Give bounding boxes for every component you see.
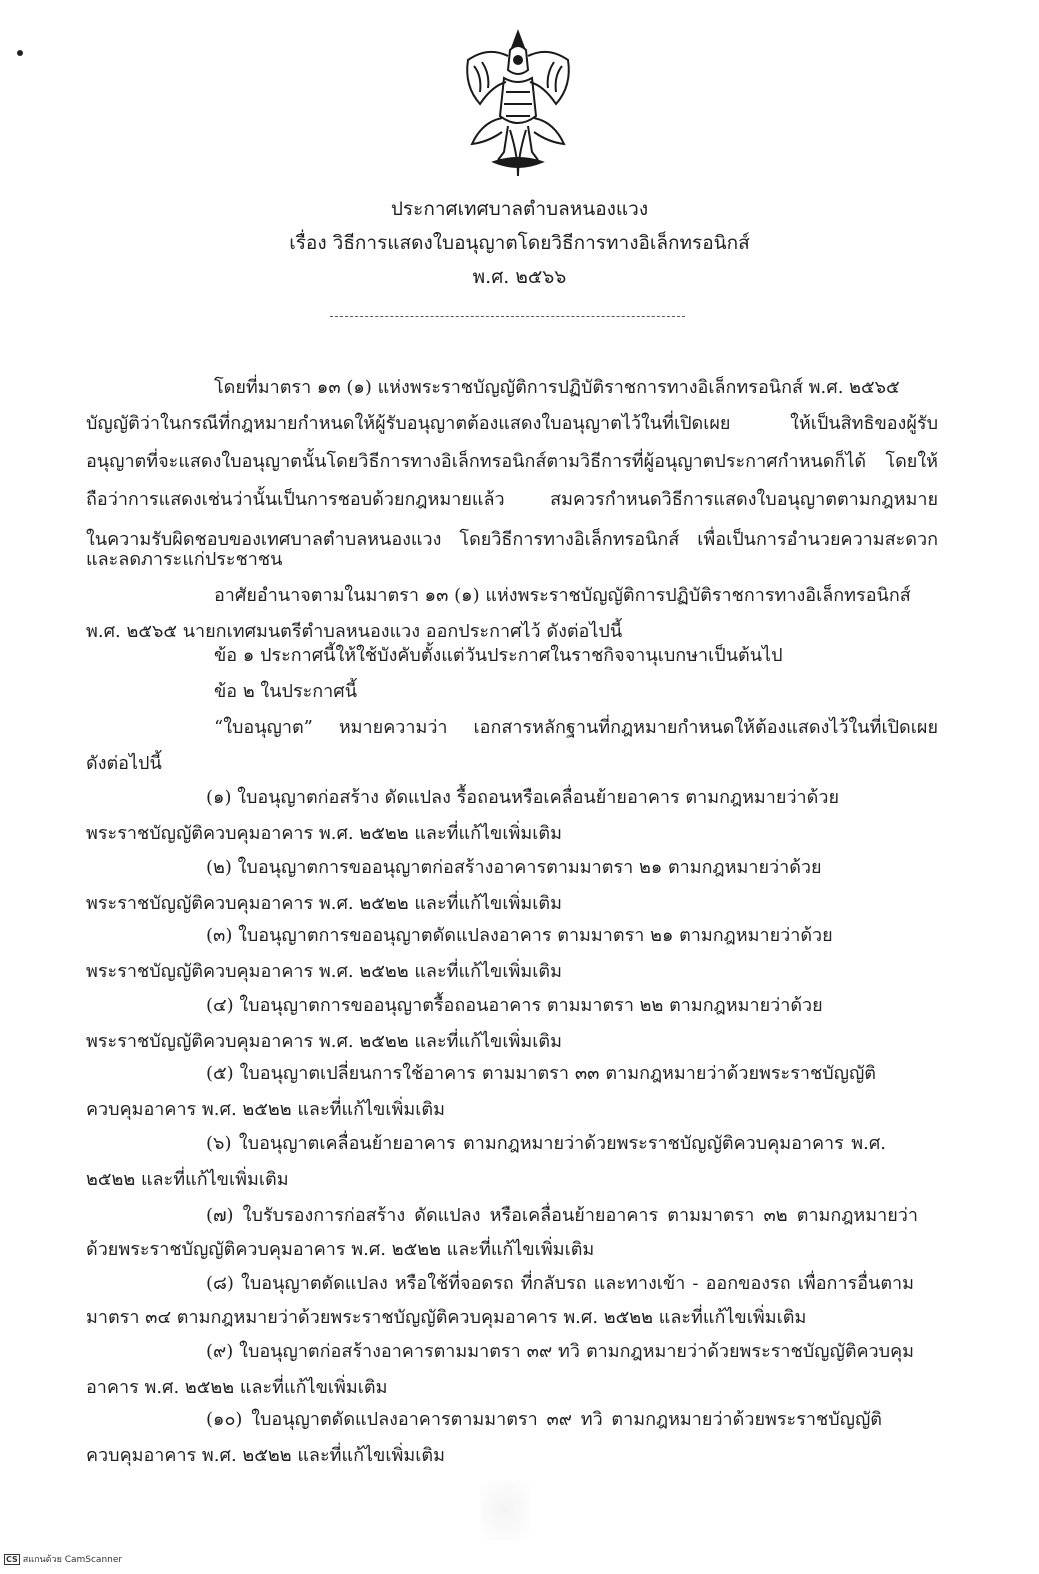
list-item-first-line: (๖) ใบอนุญาตเคลื่อนย้ายอาคาร ตามกฎหมายว่าด้วยพระราชบัญญัติควบคุมอาคาร พ.ศ. xyxy=(206,1133,886,1154)
paragraph-line: อนุญาตที่จะแสดงใบอนุญาตนั้นโดยวิธีการทางอิเล็กทรอนิกส์ตามวิธีการที่ผู้อนุญาตประกาศกำหนดก็ได้ โดยให้ xyxy=(86,451,938,472)
paragraph-line: ถือว่าการแสดงเช่นว่านั้นเป็นการชอบด้วยกฎหมายแล้ว สมควรกำหนดวิธีการแสดงใบอนุญาตตามกฎหมาย xyxy=(86,489,938,510)
paragraph-line: พ.ศ. ๒๕๖๕ นายกเทศมนตรีตำบลหนองแวง ออกประกาศไว้ ดังต่อไปนี้ xyxy=(86,621,623,642)
list-item-first-line: (๕) ใบอนุญาตเปลี่ยนการใช้อาคาร ตามมาตรา ๓๓ ตามกฎหมายว่าด้วยพระราชบัญญัติ xyxy=(206,1063,876,1084)
list-item-second-line: พระราชบัญญัติควบคุมอาคาร พ.ศ. ๒๕๒๒ และที่แก้ไขเพิ่มเติม xyxy=(86,893,562,914)
camscanner-watermark xyxy=(4,1552,122,1566)
clause-2: ข้อ ๒ ในประกาศนี้ xyxy=(214,681,358,702)
announcement-subject: เรื่อง วิธีการแสดงใบอนุญาตโดยวิธีการทางอิเล็กทรอนิกส์ xyxy=(289,232,750,254)
list-item-second-line: พระราชบัญญัติควบคุมอาคาร พ.ศ. ๒๕๒๒ และที่แก้ไขเพิ่มเติม xyxy=(86,1031,562,1052)
list-item-second-line: ด้วยพระราชบัญญัติควบคุมอาคาร พ.ศ. ๒๕๒๒ และที่แก้ไขเพิ่มเติม xyxy=(86,1239,595,1260)
list-item-second-line: อาคาร พ.ศ. ๒๕๒๒ และที่แก้ไขเพิ่มเติม xyxy=(86,1377,388,1398)
list-item-first-line: (๒) ใบอนุญาตการขออนุญาตก่อสร้างอาคารตามมาตรา ๒๑ ตามกฎหมายว่าด้วย xyxy=(206,857,822,878)
paragraph-line: โดยที่มาตรา ๑๓ (๑) แห่งพระราชบัญญัติการปฏิบัติราชการทางอิเล็กทรอนิกส์ พ.ศ. ๒๕๖๕ xyxy=(214,377,900,398)
paragraph-line: บัญญัติว่าในกรณีที่กฎหมายกำหนดให้ผู้รับอนุญาตต้องแสดงใบอนุญาตไว้ในที่เปิดเผย ให้เป็นสิทธิของผู้รับ xyxy=(86,413,938,434)
list-item-second-line: ๒๕๒๒ และที่แก้ไขเพิ่มเติม xyxy=(86,1169,289,1190)
camscanner-logo-icon: CS xyxy=(6,1555,18,1564)
paragraph-line: และลดภาระแก่ประชาชน xyxy=(86,549,283,570)
list-item-second-line: ควบคุมอาคาร พ.ศ. ๒๕๒๒ และที่แก้ไขเพิ่มเติม xyxy=(86,1445,445,1466)
definition-line: “ใบอนุญาต” หมายความว่า เอกสารหลักฐานที่กฎหมายกำหนดให้ต้องแสดงไว้ในที่เปิดเผย xyxy=(214,717,938,738)
scan-smudge xyxy=(480,1480,530,1540)
list-item-second-line: ควบคุมอาคาร พ.ศ. ๒๕๒๒ และที่แก้ไขเพิ่มเติม xyxy=(86,1099,445,1120)
list-item-second-line: พระราชบัญญัติควบคุมอาคาร พ.ศ. ๒๕๒๒ และที่แก้ไขเพิ่มเติม xyxy=(86,823,562,844)
clause-1: ข้อ ๑ ประกาศนี้ให้ใช้บังคับตั้งแต่วันประกาศในราชกิจจานุเบกษาเป็นต้นไป xyxy=(214,645,783,666)
list-item-second-line: มาตรา ๓๔ ตามกฎหมายว่าด้วยพระราชบัญญัติควบคุมอาคาร พ.ศ. ๒๕๒๒ และที่แก้ไขเพิ่มเติม xyxy=(86,1307,807,1328)
paragraph-line: ในความรับผิดชอบของเทศบาลตำบลหนองแวง โดยวิธีการทางอิเล็กทรอนิกส์ เพื่อเป็นการอำนวยความสะดวก xyxy=(86,529,938,550)
list-item-first-line: (๑๐) ใบอนุญาตดัดแปลงอาคารตามมาตรา ๓๙ ทวิ ตามกฎหมายว่าด้วยพระราชบัญญัติ xyxy=(206,1409,882,1430)
paragraph-line: อาศัยอำนาจตามในมาตรา ๑๓ (๑) แห่งพระราชบัญญัติการปฏิบัติราชการทางอิเล็กทรอนิกส์ xyxy=(214,585,911,606)
list-item-first-line: (๗) ใบรับรองการก่อสร้าง ดัดแปลง หรือเคลื่อนย้ายอาคาร ตามมาตรา ๓๒ ตามกฎหมายว่า xyxy=(206,1205,918,1226)
list-item-first-line: (๓) ใบอนุญาตการขออนุญาตดัดแปลงอาคาร ตามมาตรา ๒๑ ตามกฎหมายว่าด้วย xyxy=(206,925,833,946)
announcement-year: พ.ศ. ๒๕๖๖ xyxy=(472,266,567,288)
definition-line: ดังต่อไปนี้ xyxy=(86,753,162,774)
announcement-title: ประกาศเทศบาลตำบลหนองแวง xyxy=(390,198,649,220)
list-item-first-line: (๑) ใบอนุญาตก่อสร้าง ดัดแปลง รื้อถอนหรือเคลื่อนย้ายอาคาร ตามกฎหมายว่าด้วย xyxy=(206,787,840,808)
camscanner-text: สแกนด้วย CamScanner xyxy=(22,1555,123,1565)
garuda-emblem xyxy=(458,26,578,186)
list-item-first-line: (๘) ใบอนุญาตดัดแปลง หรือใช้ที่จอดรถ ที่กลับรถ และทางเข้า - ออกของรถ เพื่อการอื่นตาม xyxy=(206,1273,914,1294)
dashed-divider xyxy=(330,316,685,317)
speck-mark xyxy=(17,50,23,56)
list-item-second-line: พระราชบัญญัติควบคุมอาคาร พ.ศ. ๒๕๒๒ และที่แก้ไขเพิ่มเติม xyxy=(86,961,562,982)
list-item-first-line: (๔) ใบอนุญาตการขออนุญาตรื้อถอนอาคาร ตามมาตรา ๒๒ ตามกฎหมายว่าด้วย xyxy=(206,995,823,1016)
list-item-first-line: (๙) ใบอนุญาตก่อสร้างอาคารตามมาตรา ๓๙ ทวิ ตามกฎหมายว่าด้วยพระราชบัญญัติควบคุม xyxy=(206,1341,914,1362)
